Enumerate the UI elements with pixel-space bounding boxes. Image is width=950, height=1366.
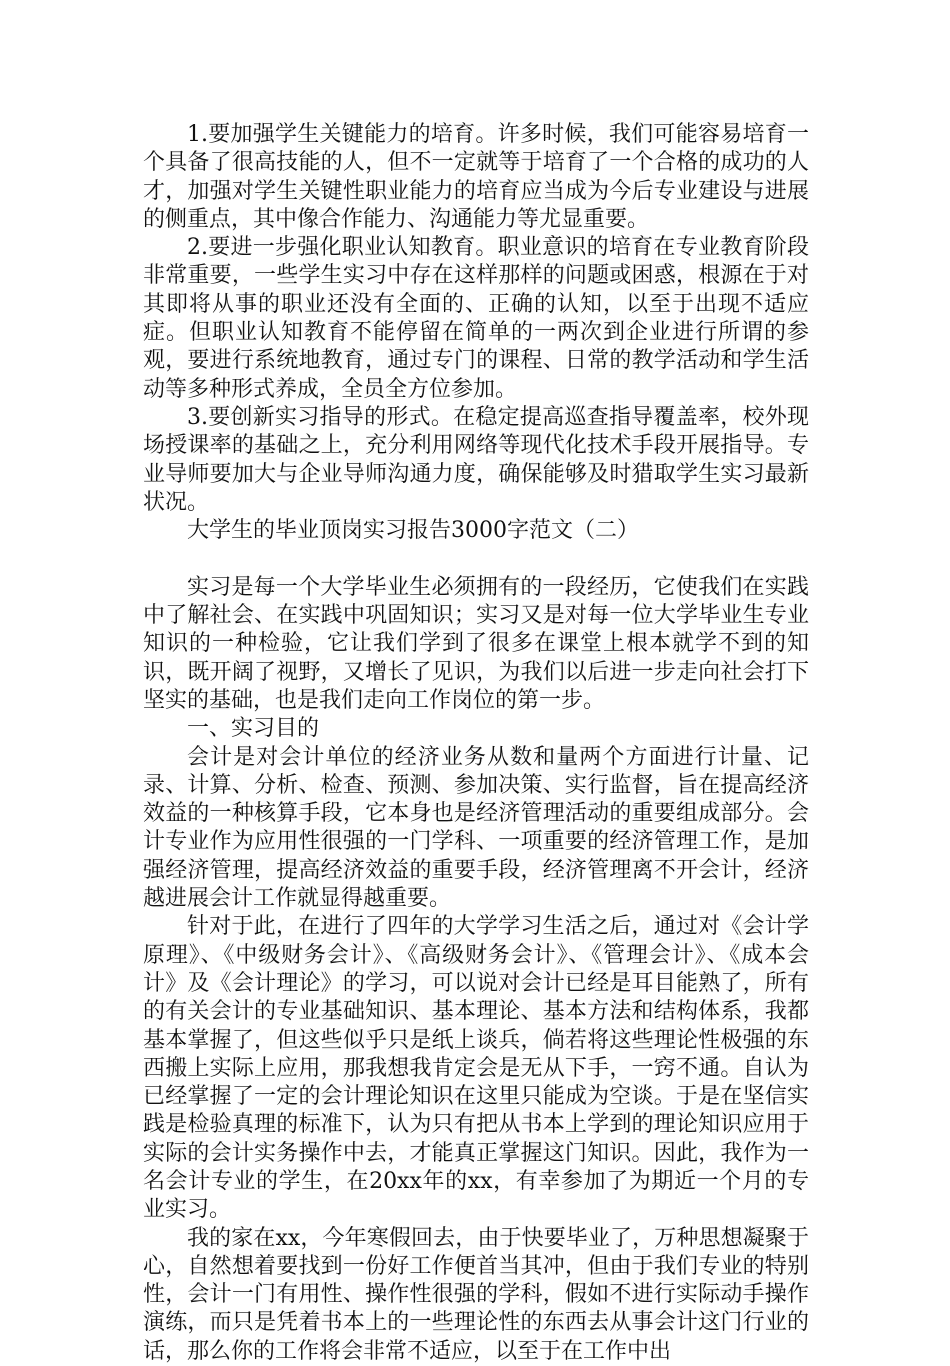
subheading-internship-purpose: 一、实习目的 (187, 716, 320, 742)
blank-line (143, 545, 809, 573)
paragraph-internship-intro: 实习是每一个大学毕业生必须拥有的一段经历，它使我们在实践中了解社会、在实践中巩固知识；实习又是对每一位大学毕业生专业知识的一种检验，它让我们学到了很多在课堂上根本就学不到的知识，既开阔了视野，又增长了见识，为我们以后进一步走向社会打下坚实的基础，也是我们走向工作岗位的第一步。 (143, 574, 809, 713)
paragraph-study-background: 针对于此，在进行了四年的大学学习生活之后，通过对《会计学原理》、《中级财务会计》、《高级财务会计》、《管理会计》、《成本会计》及《会计理论》的学习，可以说对会计已经是耳目能熟了，所有的有关会计的专业基础知识、基本理论、基本方法和结构体系，我都基本掌握了，但这些似乎只是纸上谈兵，倘若将这些理论性极强的东西搬上实际上应用，那我想我肯定会是无从下手，一窍不通。自认为已经掌握了一定的会计理论知识在这里只能成为空谈。于是在坚信实践是检验真理的标准下，认为只有把从书本上学到的理论知识应用于实际的会计实务操作中去，才能真正掌握这门知识。因此，我作为一名会计专业的学生，在20xx年的xx，有幸参加了为期近一个月的专业实习。 (143, 914, 810, 1223)
paragraph-accounting-definition: 会计是对会计单位的经济业务从数和量两个方面进行计量、记录、计算、分析、检查、预测、参加决策、实行监督，旨在提高经济效益的一种核算手段，它本身也是经济管理活动的重要组成部分。会计专业作为应用性很强的一门学科、一项重要的经济管理工作，是加强经济管理，提高经济效益的重要手段，经济管理离不开会计，经济越进展会计工作就显得越重要。 (143, 744, 809, 912)
paragraph-personal-story: 我的家在xx，今年寒假回去，由于快要毕业了，万种思想凝聚于心，自然想着要找到一份好工作便首当其冲，但由于我们专业的特别性，会计一门有用性、操作性很强的学科，假如不进行实际动手操作演练，而只是凭着书本上的一些理论性的东西去从事会计这门行业的话，那么你的工作将会非常不适应，以至于在工作中出 (143, 1225, 809, 1364)
paragraph-key-abilities: 1.要加强学生关键能力的培育。许多时候，我们可能容易培育一个具备了很高技能的人，但不一定就等于培育了一个合格的成功的人才，加强对学生关键性职业能力的培育应当成为今后专业建设与进展的侧重点，其中像合作能力、沟通能力等尤显重要。 (143, 122, 809, 232)
section-title: 大学生的毕业顶岗实习报告3000字范文（二） (187, 518, 639, 544)
paragraph-career-cognition: 2.要进一步强化职业认知教育。职业意识的培育在专业教育阶段非常重要，一些学生实习中存在这样那样的问题或困惑，根源在于对其即将从事的职业还没有全面的、正确的认知，以至于出现不适应症。但职业认知教育不能停留在简单的一两次到企业进行所谓的参观，要进行系统地教育，通过专门的课程、日常的教学活动和学生活动等多种形式养成，全员全方位参加。 (143, 235, 809, 402)
document-body (143, 121, 809, 1366)
paragraph-internship-guidance: 3.要创新实习指导的形式。在稳定提高巡查指导覆盖率，校外现场授课率的基础之上，充分利用网络等现代化技术手段开展指导。专业导师要加大与企业导师沟通力度，确保能够及时猎取学生实习最新状况。 (143, 404, 809, 515)
